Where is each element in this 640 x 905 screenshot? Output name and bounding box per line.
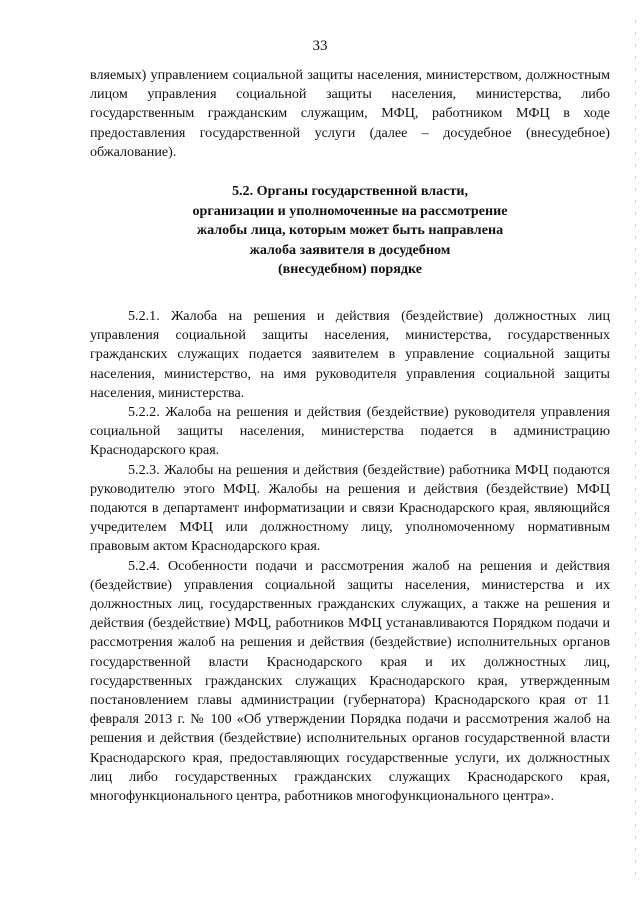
heading-line: 5.2. Органы государственной власти, — [231, 183, 469, 200]
section-heading — [90, 182, 610, 280]
heading-line: организации и уполномоченные на рассмотрение — [192, 202, 508, 219]
heading-line: (внесудебном) порядке — [277, 261, 422, 278]
document-body — [90, 66, 610, 806]
heading-line: жалоба заявителя в досудебном — [249, 241, 451, 258]
paragraph-5-2-3: 5.2.3. Жалобы на решения и действия (бездействие) работника МФЦ подаются руководителю этого МФЦ. Жалобы на решения и действия (бездействие) МФЦ подаются в департамент информатизации и связи Краснодарского края, являющийся учредителем МФЦ или должностному лицу, уполномоченному нормативным правовым актом Краснодарского края. — [90, 461, 610, 555]
heading-line: жалобы лица, которым может быть направлена — [196, 222, 504, 239]
paragraph-5-2-1: 5.2.1. Жалоба на решения и действия (бездействие) должностных лиц управления социальной защиты населения, министерства, государственных гражданских служащих подается заявителем в управление социальной защиты населения, министерство, на имя руководителя управления социальной защиты населения, министерства. — [90, 307, 610, 401]
paragraph-5-2-4: 5.2.4. Особенности подачи и рассмотрения жалоб на решения и действия (бездействие) управления социальной защиты населения, министерства и их должностных лиц, государственных гражданских служащих, а также на решения и действия (бездействие) МФЦ, работников МФЦ устанавливаются Порядком подачи и рассмотрения жалоб на решения и действия (бездействие) исполнительных органов государственной власти Краснодарского края и их должностных лиц, государственных гражданских служащих Краснодарского края, утвержденным постановлением главы администрации (губернатора) Краснодарского края от 11 февраля 2013 г. № 100 «Об утверждении Порядка подачи и рассмотрения жалоб на решения и действия (бездействие) исполнительных органов государственной власти Краснодарского края, предоставляющих государственные услуги, их должностных лиц либо государственных гражданских служащих Краснодарского края, многофункционального центра, работников многофункционального центра». — [90, 557, 610, 805]
page-number: 33 — [312, 38, 328, 54]
intro-paragraph: вляемых) управлением социальной защиты населения, министерством, должностным лицом управления социальной защиты населения, министерства, либо государственным гражданским служащим, МФЦ, работником МФЦ в ходе предоставления государственной услуги (далее – досудебное (внесудебное) обжалование). — [90, 67, 610, 160]
paragraph-5-2-2: 5.2.2. Жалоба на решения и действия (бездействие) руководителя управления социальной защиты населения, министерства подается в администрацию Краснодарского края. — [90, 404, 610, 459]
scan-edge-artifact — [635, 20, 636, 880]
